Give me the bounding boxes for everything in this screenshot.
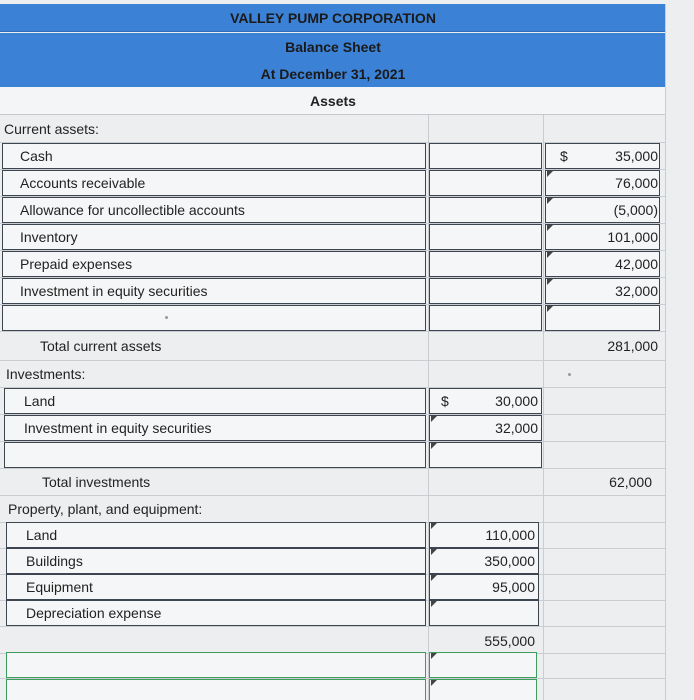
account-name-field[interactable] — [6, 679, 426, 700]
amount-value: 101,000 — [607, 229, 658, 245]
account-label: Cash — [20, 148, 53, 164]
dropdown-corner-icon — [547, 306, 553, 312]
company-name: VALLEY PUMP CORPORATION — [230, 9, 436, 26]
account-name-field[interactable] — [2, 143, 426, 169]
account-label: Buildings — [26, 553, 83, 569]
account-name-field[interactable] — [6, 652, 426, 678]
table-row-empty — [0, 652, 666, 679]
table-row-empty — [0, 305, 666, 332]
table-row — [0, 278, 666, 305]
dropdown-corner-icon — [547, 279, 553, 285]
table-row — [0, 600, 666, 627]
total-investments-label: Total investments — [42, 474, 151, 490]
table-row — [0, 522, 666, 549]
amount-value: 42,000 — [615, 256, 658, 272]
dropdown-corner-icon — [547, 252, 553, 258]
assets-heading: Assets — [310, 92, 356, 109]
cursor-dot — [568, 373, 571, 376]
account-label: Investment in equity securities — [20, 283, 208, 299]
table-row — [0, 197, 666, 224]
current-assets-heading-row — [0, 116, 666, 143]
amount-field[interactable] — [429, 278, 542, 304]
company-name-row — [0, 4, 666, 32]
current-assets-heading: Current assets: — [4, 121, 99, 137]
cursor-dot — [165, 316, 168, 319]
table-row — [0, 224, 666, 251]
total-investments-value: 62,000 — [609, 474, 652, 490]
amount-value: 32,000 — [495, 420, 538, 436]
statement-date-row — [0, 60, 666, 88]
ppe-subtotal-value: 555,000 — [484, 633, 535, 649]
amount-field[interactable] — [429, 305, 542, 331]
dollar-sign: $ — [560, 148, 568, 164]
subtotal-row — [0, 628, 666, 654]
amount-field[interactable] — [545, 305, 660, 331]
assets-heading-row — [0, 87, 666, 115]
account-label: Equipment — [26, 579, 93, 595]
dropdown-corner-icon — [431, 416, 437, 422]
investments-heading: Investments: — [6, 366, 86, 382]
account-label: Depreciation expense — [26, 605, 162, 621]
account-name-field[interactable] — [6, 522, 426, 548]
table-row-empty — [0, 442, 666, 469]
ppe-heading-row — [0, 496, 666, 523]
total-current-assets-label: Total current assets — [40, 338, 162, 354]
total-row — [0, 469, 666, 496]
amount-field[interactable] — [429, 652, 537, 678]
investments-heading-row — [0, 361, 666, 388]
dollar-sign: $ — [441, 393, 449, 409]
dropdown-corner-icon — [547, 198, 553, 204]
amount-field[interactable] — [429, 224, 542, 250]
table-row — [0, 548, 666, 575]
dropdown-corner-icon — [547, 225, 553, 231]
dropdown-corner-icon — [431, 523, 437, 529]
table-row — [0, 143, 666, 170]
total-current-assets-value: 281,000 — [607, 338, 658, 354]
table-row — [0, 388, 666, 415]
amount-field[interactable] — [429, 197, 542, 223]
dropdown-corner-icon — [431, 575, 437, 581]
table-row — [0, 415, 666, 442]
account-label: Accounts receivable — [20, 175, 146, 191]
amount-field[interactable] — [429, 679, 537, 700]
amount-value: 95,000 — [492, 579, 535, 595]
amount-field[interactable] — [429, 170, 542, 196]
dropdown-corner-icon — [431, 653, 437, 659]
ppe-heading: Property, plant, and equipment: — [8, 501, 203, 517]
account-name-field[interactable] — [4, 388, 426, 414]
account-label: Land — [26, 527, 58, 543]
table-row — [0, 574, 666, 601]
amount-value: 35,000 — [615, 148, 658, 164]
amount-value: 30,000 — [495, 393, 538, 409]
dropdown-corner-icon — [431, 443, 437, 449]
amount-value: 32,000 — [615, 283, 658, 299]
table-row-empty — [0, 679, 666, 700]
amount-value: (5,000) — [613, 202, 658, 218]
statement-title: Balance Sheet — [285, 38, 381, 55]
dropdown-corner-icon — [431, 680, 437, 686]
table-row — [0, 251, 666, 278]
amount-field[interactable] — [429, 251, 542, 277]
account-name-field[interactable] — [4, 442, 426, 468]
account-label: Prepaid expenses — [20, 256, 133, 272]
dropdown-corner-icon — [547, 171, 553, 177]
amount-value — [455, 600, 535, 626]
total-row — [0, 333, 666, 361]
dropdown-corner-icon — [431, 549, 437, 555]
amount-value: 350,000 — [484, 553, 535, 569]
account-name-field[interactable] — [2, 305, 426, 331]
account-label: Allowance for uncollectible accounts — [20, 202, 245, 218]
amount-value: 76,000 — [615, 175, 658, 191]
table-row — [0, 170, 666, 197]
amount-field[interactable] — [429, 143, 542, 169]
account-label: Investment in equity securities — [24, 420, 212, 436]
statement-title-row — [0, 33, 666, 61]
dropdown-corner-icon — [431, 601, 437, 607]
amount-value: 110,000 — [485, 527, 535, 543]
account-label: Inventory — [20, 229, 78, 245]
statement-date: At December 31, 2021 — [260, 65, 406, 82]
account-label: Land — [24, 393, 56, 409]
amount-field[interactable] — [429, 442, 542, 468]
